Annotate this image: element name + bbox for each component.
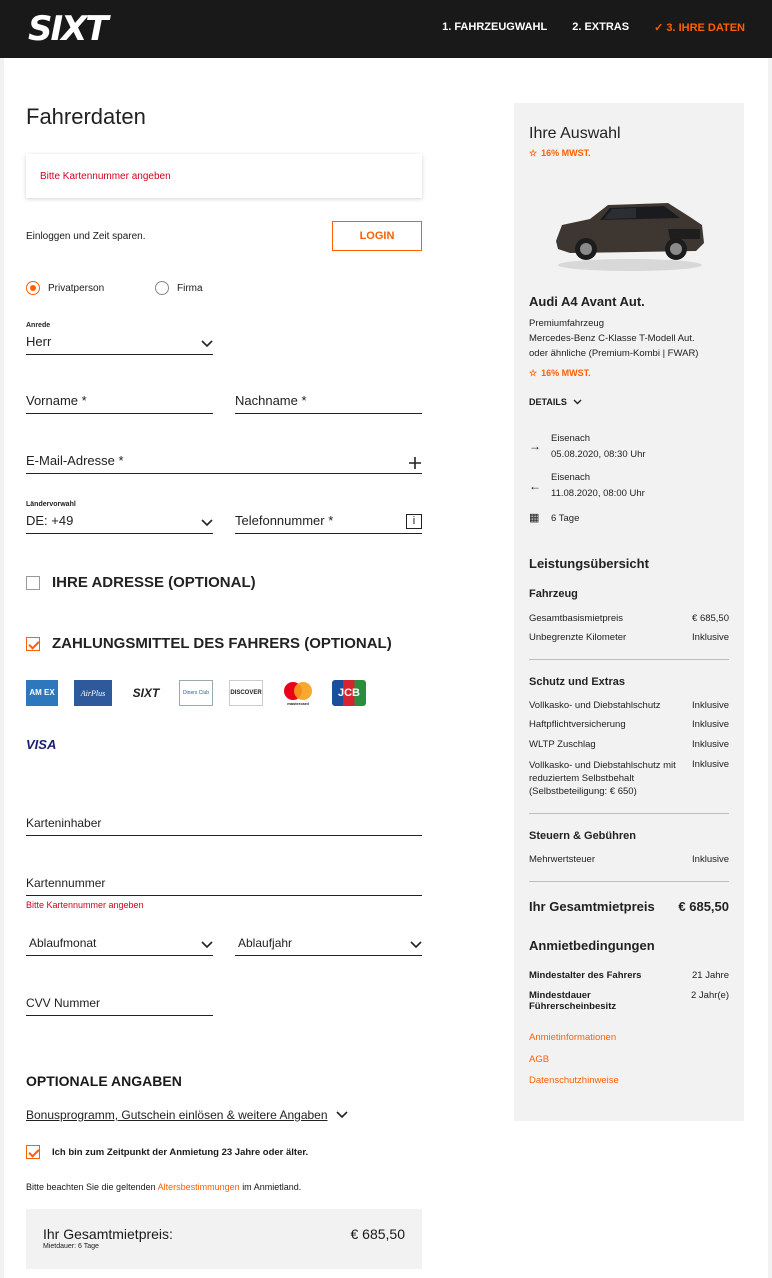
protection-row-label: WLTP Zuschlag [529, 739, 596, 750]
sixt-logo[interactable]: SIXT [28, 9, 107, 49]
phone-label: Telefonnummer * [235, 513, 334, 528]
chevron-down-icon [573, 399, 582, 405]
bonus-program-link[interactable]: Bonusprogramm, Gutschein einlösen & weitere Angaben [26, 1108, 328, 1122]
radio-private-person-label: Privatperson [48, 283, 105, 294]
car-vat-text: 16% MWST. [541, 368, 591, 378]
taxes-row-label: Mehrwertsteuer [529, 854, 595, 865]
terms-link[interactable]: AGB [529, 1054, 550, 1065]
age-rules-link[interactable]: Altersbestimmungen [157, 1182, 240, 1192]
address-section-title: IHRE ADRESSE (OPTIONAL) [52, 574, 256, 591]
cardnumber-error: Bitte Kartennummer angeben [26, 900, 144, 910]
salutation-select[interactable] [26, 332, 213, 355]
chevron-down-icon [336, 1111, 348, 1119]
booking-summary [514, 103, 744, 1121]
country-code-value: DE: +49 [26, 513, 74, 528]
calendar-icon: ▦ [529, 512, 540, 524]
svg-text:mastercard: mastercard [287, 701, 309, 706]
min-age-value: 21 Jahre [692, 970, 729, 981]
conditions-title: Anmietbedingungen [529, 938, 655, 953]
chevron-down-icon [201, 340, 213, 350]
payment-section-title: ZAHLUNGSMITTEL DES FAHRERS (OPTIONAL) [52, 635, 392, 652]
protection-row-value: Inklusive [692, 759, 729, 770]
return-place: Eisenach [551, 472, 591, 483]
total-price-value: € 685,50 [350, 1226, 405, 1242]
protection-row-value: Inklusive [692, 719, 729, 730]
protection-title: Schutz und Extras [529, 676, 625, 688]
car-vat-badge [529, 368, 591, 379]
taxes-row-value: Inklusive [692, 854, 729, 865]
vehicle-row-value: Inklusive [692, 632, 729, 643]
age-note-text-end: im Anmietland. [242, 1182, 302, 1192]
salutation-label: Anrede [26, 322, 51, 329]
details-label: DETAILS [529, 397, 567, 407]
divider [529, 881, 729, 882]
cardnumber-field[interactable] [26, 868, 422, 896]
country-code-select[interactable] [26, 510, 213, 534]
discover-logo: DISCOVER [229, 680, 263, 706]
pickup-time: 05.08.2020, 08:30 Uhr [551, 449, 646, 460]
step-extras[interactable]: 2. EXTRAS [572, 21, 630, 33]
visa-logo: VISA [26, 737, 57, 752]
privacy-link[interactable]: Datenschutzhinweise [529, 1075, 619, 1086]
expiry-month-select[interactable] [26, 928, 213, 956]
radio-company[interactable] [155, 281, 169, 295]
protection-row-label: Vollkasko- und Diebstahlschutz [529, 700, 661, 711]
info-icon[interactable]: i [406, 514, 422, 529]
error-banner [26, 154, 422, 198]
chevron-down-icon [201, 519, 213, 529]
summary-title: Ihre Auswahl [529, 125, 621, 142]
salutation-value: Herr [26, 334, 52, 349]
pickup-place: Eisenach [551, 433, 591, 444]
expiry-year-select[interactable] [235, 928, 422, 956]
address-checkbox[interactable] [26, 576, 40, 590]
page-edge-right [768, 58, 772, 1278]
divider [529, 813, 729, 814]
lastname-label: Nachname * [235, 393, 307, 408]
summary-total-value: € 685,50 [678, 899, 729, 914]
sixt-card-logo: SIXT [132, 686, 160, 700]
firstname-field[interactable] [26, 388, 213, 414]
divider [529, 659, 729, 660]
arrow-left-icon: ← [529, 479, 541, 493]
star-icon: ☆ [529, 148, 538, 158]
optional-section-title: OPTIONALE ANGABEN [26, 1073, 182, 1089]
diners-club-logo: Diners Club [179, 680, 213, 706]
return-time: 11.08.2020, 08:00 Uhr [551, 488, 645, 499]
total-price-label: Ihr Gesamtmietpreis: [43, 1226, 173, 1242]
phone-field[interactable] [235, 508, 422, 534]
summary-total-label: Ihr Gesamtmietpreis [529, 899, 655, 914]
license-value: 2 Jahr(e) [690, 990, 729, 1001]
mastercard-logo [279, 680, 317, 706]
error-banner-text: Bitte Kartennummer angeben [40, 171, 171, 182]
vat-badge [529, 148, 591, 159]
plus-icon[interactable] [408, 456, 422, 470]
cardnumber-label: Kartennummer [26, 876, 106, 890]
email-field[interactable] [26, 448, 422, 474]
min-age-label: Mindestalter des Fahrers [529, 970, 642, 981]
radio-company-label: Firma [177, 283, 203, 294]
step-vehicle-selection[interactable]: 1. FAHRZEUGWAHL [442, 21, 548, 33]
details-toggle[interactable] [529, 397, 582, 407]
top-navigation-bar [0, 0, 772, 58]
page-edge-left [0, 58, 4, 1278]
jcb-logo: JCB [332, 680, 366, 706]
country-code-label: Ländervorwahl [26, 501, 76, 508]
bonus-program-toggle[interactable] [26, 1108, 348, 1122]
chevron-down-icon [201, 941, 213, 951]
rental-info-link[interactable]: Anmietinformationen [529, 1032, 617, 1043]
cvv-label: CVV Nummer [26, 996, 101, 1010]
car-category: Premiumfahrzeug [529, 318, 604, 329]
protection-row-label: Vollkasko- und Diebstahlschutz mit reduziertem Selbstbehalt (Selbstbeteiligung: € 650) [529, 760, 676, 797]
booking-steps [442, 21, 745, 34]
step-your-data[interactable]: ✓ 3. IHRE DATEN [654, 22, 745, 34]
car-similar: oder ähnliche (Premium-Kombi | FWAR) [529, 348, 699, 359]
lastname-field[interactable] [235, 388, 422, 414]
radio-private-person[interactable] [26, 281, 40, 295]
age-note [26, 1182, 301, 1192]
car-image [550, 195, 708, 273]
expiry-month-label: Ablaufmonat [29, 936, 97, 950]
login-button[interactable]: LOGIN [332, 221, 422, 251]
age-note-text: Bitte beachten Sie die geltenden [26, 1182, 156, 1192]
license-label: Mindestdauer Führerscheinbesitz [529, 990, 617, 1012]
vat-badge-text: 16% MWST. [541, 148, 591, 158]
rental-duration: Mietdauer: 6 Tage [43, 1243, 99, 1250]
amex-logo: AM EX [26, 680, 58, 706]
protection-row-value: Inklusive [692, 700, 729, 711]
cardholder-label: Karteninhaber [26, 816, 102, 830]
vehicle-row-label: Gesamtbasismietpreis [529, 613, 623, 624]
arrow-right-icon: → [529, 439, 541, 453]
login-hint: Einloggen und Zeit sparen. [26, 231, 146, 242]
airplus-logo: AirPlus [74, 680, 112, 706]
vehicle-row-label: Unbegrenzte Kilometer [529, 632, 627, 643]
protection-row-label: Haftpflichtversicherung [529, 719, 626, 730]
email-label: E-Mail-Adresse * [26, 453, 124, 468]
protection-row-value: Inklusive [692, 739, 729, 750]
vehicle-title: Fahrzeug [529, 588, 578, 600]
age-confirm-checkbox[interactable] [26, 1145, 40, 1159]
chevron-down-icon [410, 941, 422, 951]
age-confirm-label: Ich bin zum Zeitpunkt der Anmietung 23 Jahre oder älter. [52, 1147, 309, 1158]
total-price-bar [26, 1209, 422, 1269]
cvv-field[interactable] [26, 988, 213, 1016]
car-name: Audi A4 Avant Aut. [529, 294, 645, 309]
vehicle-row-value: € 685,50 [692, 613, 729, 624]
overview-title: Leistungsübersicht [529, 556, 649, 571]
car-example: Mercedes-Benz C-Klasse T-Modell Aut. [529, 333, 695, 344]
firstname-label: Vorname * [26, 393, 87, 408]
payment-checkbox[interactable] [26, 637, 40, 651]
page-title: Fahrerdaten [26, 104, 146, 129]
star-icon: ☆ [529, 368, 538, 378]
taxes-title: Steuern & Gebühren [529, 830, 636, 842]
expiry-year-label: Ablaufjahr [238, 936, 293, 950]
rental-days: 6 Tage [551, 513, 580, 524]
cardholder-field[interactable] [26, 808, 422, 836]
